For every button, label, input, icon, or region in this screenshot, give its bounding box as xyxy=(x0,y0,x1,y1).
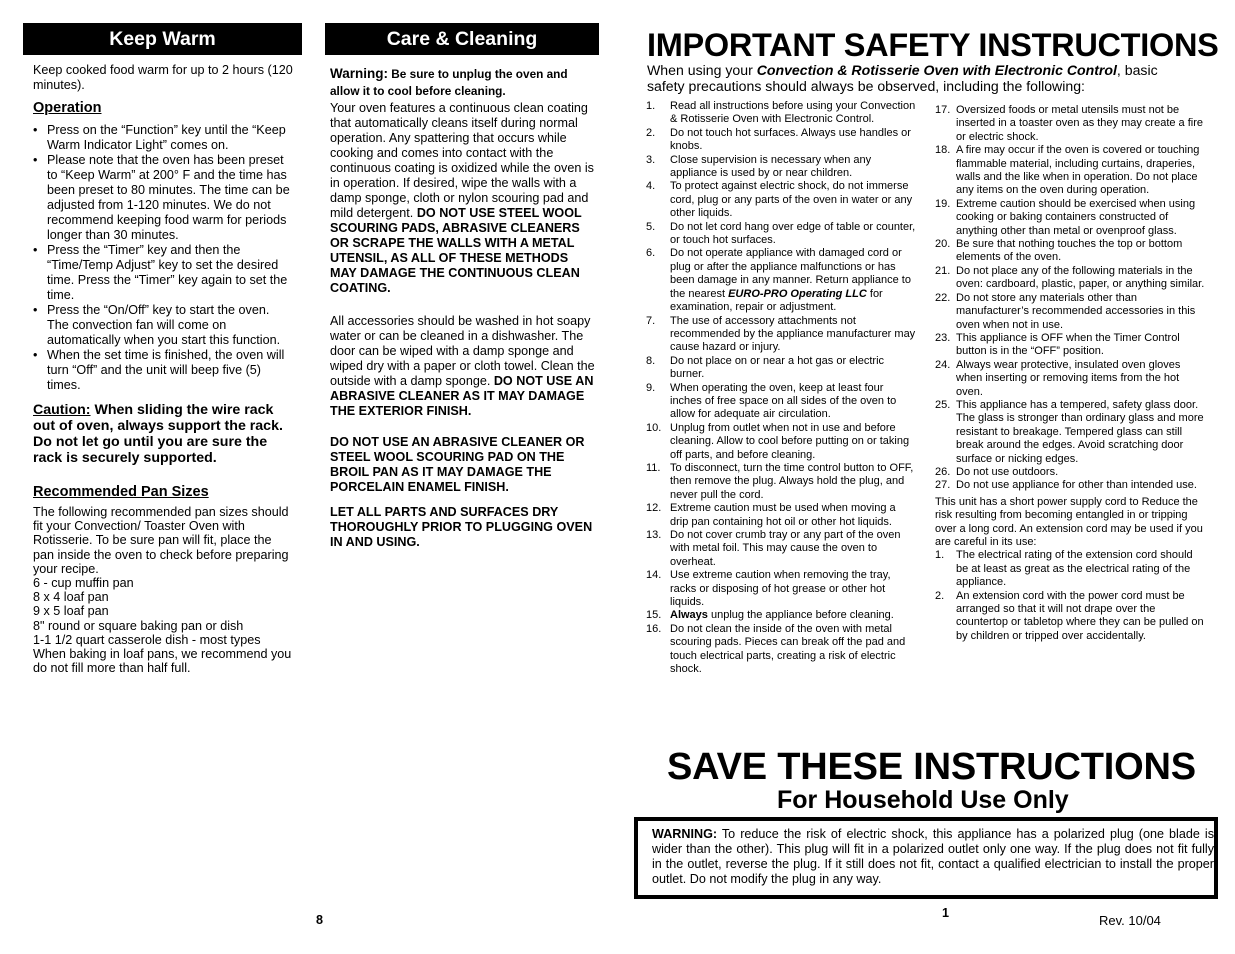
instruction-text: To protect against electric shock, do not immerse cord, plug or any parts of the oven in water or any other liquids. xyxy=(670,180,913,220)
instruction-text: Close supervision is necessary when any appliance is used by or near children. xyxy=(670,153,872,180)
instruction-text: unplug the appliance before cleaning. xyxy=(707,609,894,622)
instruction-number: 20. xyxy=(935,238,951,251)
care-para-2: All accessories should be washed in hot soapy water or can be cleaned in a dishwasher. The door can be wiped with a damp sponge and wiped dry with a paper or cloth towel. Clean the outside with a damp sponge. DO NOT USE AN ABRASIVE CLEANER AS IT MAY DAMAGE THE EXTERIOR FINISH. xyxy=(330,314,595,418)
pan-size-item: 9 x 5 loaf pan xyxy=(33,604,109,619)
instructions-list-right xyxy=(935,104,1206,493)
operation-list xyxy=(33,123,291,393)
instruction-item xyxy=(646,180,916,220)
instruction-item xyxy=(646,100,916,127)
instruction-item xyxy=(935,359,1206,399)
instruction-text: Extreme caution should be exercised when using cooking or baking containers constructed of anything other than metal or ovenproof glass. xyxy=(956,197,1196,237)
instruction-number: 26. xyxy=(935,465,951,478)
care-para-1: Your oven features a continuous clean coating that automatically cleans itself during normal operation. Any spattering that occurs while cooking and comes into contact with the continuous coating is oxidized while the oven is in operation. If desired, wipe the walls with a damp sponge, cloth or nylon scouring pad and mild detergent. DO NOT USE STEEL WOOL SCOURING PADS, ABRASIVE CLEANERS OR SCRAPE THE WALLS WITH A METAL UTENSIL, AS ALL OF THESE METHODS MAY DAMAGE THE CONTINUOUS CLEAN COATING. xyxy=(330,101,594,295)
pan-sizes-intro: The following recommended pan sizes should fit your Convection/ Toaster Oven with Rotisserie. To be sure pan will fit, place the pan inside the oven to check before preparing your recipe. xyxy=(33,505,289,576)
instruction-text: Do not clean the inside of the oven with metal scouring pads. Pieces can break off the pad and touch electrical parts, creating a risk of electric shock. xyxy=(670,622,906,676)
instruction-text: This appliance has a tempered, safety glass door. The glass is stronger than ordinary glass and more resistant to breakage. Tempered glass can still break around the edges. Avoid scratching door surface or nicking edges. xyxy=(956,398,1204,465)
instruction-item xyxy=(646,315,916,355)
instruction-number: 5. xyxy=(646,220,656,233)
instruction-number: 7. xyxy=(646,314,656,327)
instruction-text: Do not store any materials other than manufacturer’s recommended accessories in this oven when not in use. xyxy=(956,291,1196,331)
instruction-item xyxy=(646,355,916,382)
instructions-right-column xyxy=(935,104,1206,643)
instruction-number: 21. xyxy=(935,264,951,277)
instructions-list-left xyxy=(646,100,916,676)
instruction-text: Do not place any of the following materials in the oven: cardboard, plastic, paper, or anything similar. xyxy=(956,264,1205,291)
pan-size-item: 6 - cup muffin pan xyxy=(33,576,134,591)
operation-heading: Operation xyxy=(33,100,102,116)
pan-note: When baking in loaf pans, we recommend you do not fill more than half full. xyxy=(33,647,292,676)
pan-size-list xyxy=(33,576,302,647)
instruction-number: 1. xyxy=(935,549,945,562)
safety-intro: When using your Convection & Rotisserie Oven with Electronic Control, basic safety precautions should always be observed, including the following: xyxy=(647,62,1158,94)
instruction-number: 17. xyxy=(935,104,951,116)
instruction-item xyxy=(646,154,916,181)
warning-text: WARNING: To reduce the risk of electric shock, this appliance has a polarized plug (one blade is wider than the other). This plug will fit in a polarized outlet only one way. If the plug does not fit fully in the outlet, reverse the plug. If it still does not fit, contact a qualified electrician to install the proper outlet. Do not modify the plug in any way. xyxy=(652,827,1214,886)
instruction-text: Do not place on or near a hot gas or electric burner. xyxy=(670,354,885,381)
instruction-item xyxy=(646,127,916,154)
pan-size-item: 8 x 4 loaf pan xyxy=(33,590,109,605)
revision-label: Rev. 10/04 xyxy=(1099,913,1161,928)
instruction-text: Do not use appliance for other than intended use. xyxy=(956,479,1197,492)
instruction-item xyxy=(935,590,1206,644)
company-name: EURO-PRO Operating LLC xyxy=(728,287,867,300)
instruction-text: Do not cover crumb tray or any part of the oven with metal foil. This may cause the oven to overheat. xyxy=(670,529,901,568)
instruction-text: A fire may occur if the oven is covered or touching flammable material, including curtains, draperies, walls and the like when in operation. Do not place any items on the oven during operation. xyxy=(956,144,1200,197)
instruction-item xyxy=(935,292,1206,332)
safety-title: IMPORTANT SAFETY INSTRUCTIONS xyxy=(647,27,1219,63)
instruction-number: 10. xyxy=(646,421,662,434)
household-use-subtitle: For Household Use Only xyxy=(777,786,1069,814)
instruction-item xyxy=(935,399,1206,466)
instruction-text: Oversized foods or metal utensils must not be inserted in a toaster oven as they may create a fire or electric shock. xyxy=(956,104,1204,143)
keep-warm-column xyxy=(23,23,302,675)
instruction-text: Unplug from outlet when not in use and before cleaning. Allow to cool before putting on or taking off parts, and before cleaning. xyxy=(670,421,910,461)
instruction-text: An extension cord with the power cord must be arranged so that it will not drape over the countertop or tabletop where they can be pulled on by children or tripped over accidentally. xyxy=(956,589,1204,642)
instruction-number: 11. xyxy=(646,461,661,474)
instruction-text: Do not operate appliance with damaged cord or plug or after the appliance malfunctions or has been damage in any manner. Return appliance to the nearest xyxy=(670,247,911,300)
instruction-number: 24. xyxy=(935,358,951,371)
instruction-number: 4. xyxy=(646,180,656,193)
instruction-number: 25. xyxy=(935,398,951,411)
instruction-text: Do not use outdoors. xyxy=(956,465,1059,478)
instruction-number: 1. xyxy=(646,100,656,112)
instruction-text: Always wear protective, insulated oven gloves when inserting or removing items from the hot oven. xyxy=(956,358,1181,398)
instruction-item xyxy=(646,502,916,529)
instruction-item xyxy=(935,479,1206,492)
instruction-item xyxy=(935,466,1206,479)
instruction-item xyxy=(935,332,1206,359)
instruction-number: 19. xyxy=(935,197,951,210)
instruction-item xyxy=(646,221,916,248)
instruction-number: 13. xyxy=(646,529,662,541)
instruction-item xyxy=(646,462,916,502)
care-cleaning-header: Care & Cleaning xyxy=(325,23,599,55)
pan-sizes-heading: Recommended Pan Sizes xyxy=(33,484,209,500)
instruction-text-cont: for examination, repair or adjustment. xyxy=(670,287,883,314)
instruction-item xyxy=(646,623,916,677)
instruction-number: 8. xyxy=(646,354,656,367)
instruction-item xyxy=(935,549,1206,589)
instruction-text: Be sure that nothing touches the top or bottom elements of the oven. xyxy=(956,238,1183,264)
cord-note: This unit has a short power supply cord to Reduce the risk resulting from becoming entangled in or tripping over a long cord. An extension cord may be used if you are careful in its use: xyxy=(935,495,1203,548)
instruction-emphasis: Always xyxy=(670,609,708,622)
instruction-number: 2. xyxy=(646,126,656,139)
instruction-item xyxy=(935,198,1206,238)
pan-size-item: 1-1 1/2 quart casserole dish - most types xyxy=(33,632,261,647)
instruction-number: 23. xyxy=(935,331,951,344)
instruction-item xyxy=(935,238,1206,265)
instruction-item xyxy=(935,144,1206,198)
operation-step: • When the set time is finished, the oven will turn “Off” and the unit will beep five (5) times. xyxy=(33,348,291,393)
instruction-item xyxy=(646,247,916,314)
care-para-4: LET ALL PARTS AND SURFACES DRY THOROUGHLY PRIOR TO PLUGGING OVEN IN AND USING. xyxy=(330,505,593,549)
save-instructions-title: SAVE THESE INSTRUCTIONS xyxy=(667,746,1196,788)
operation-step: • Please note that the oven has been preset to “Keep Warm” at 200° F and the time has been preset to 80 minutes. The time can be adjusted from 1-120 minutes. We do not recommend keeping food warm for periods longer than 30 minutes. xyxy=(33,153,291,243)
instruction-text: Do not touch hot surfaces. Always use handles or knobs. xyxy=(670,126,911,153)
instruction-text: To disconnect, turn the time control button to OFF, then remove the plug. Always hold the plug, and never pull the cord. xyxy=(670,461,914,501)
operation-step: • Press the “On/Off” key to start the oven. The convection fan will come on automatically when you start this function. xyxy=(33,303,291,348)
instruction-text: The electrical rating of the extension cord should be at least as great as the electrical rating of the appliance. xyxy=(956,549,1193,589)
instruction-number: 2. xyxy=(935,589,945,602)
keep-warm-header: Keep Warm xyxy=(23,23,302,55)
care-para-3: DO NOT USE AN ABRASIVE CLEANER OR STEEL WOOL SCOURING PAD ON THE BROIL PAN AS IT MAY DAMAGE THE PORCELAIN ENAMEL FINISH. xyxy=(330,435,585,494)
instruction-text: When operating the oven, keep at least four inches of free space on all sides of the oven to allow for adequate air circulation. xyxy=(670,381,897,421)
instruction-number: 22. xyxy=(935,291,951,304)
instruction-text: Extreme caution must be used when moving a drip pan containing hot oil or other hot liquids. xyxy=(670,502,896,528)
instruction-text: The use of accessory attachments not recommended by the appliance manufacturer may cause hazard or injury. xyxy=(670,314,916,354)
instruction-item xyxy=(646,609,916,622)
instruction-number: 15. xyxy=(646,609,662,622)
instruction-item xyxy=(935,265,1206,292)
operation-step: • Press on the “Function” key until the “Keep Warm Indicator Light” comes on. xyxy=(33,123,291,153)
instruction-item xyxy=(935,104,1206,144)
polarized-plug-warning xyxy=(634,817,1218,899)
page-number-left: 8 xyxy=(316,913,324,927)
instruction-number: 14. xyxy=(646,569,662,582)
instruction-number: 16. xyxy=(646,622,662,635)
instruction-text: Read all instructions before using your Convection & Rotisserie Oven with Electronic Control. xyxy=(670,100,916,126)
caution-note: Caution: When sliding the wire rack out of oven, always support the rack. Do not let go until you are sure the rack is securely supported. xyxy=(33,402,283,466)
pan-size-item: 8" round or square baking pan or dish xyxy=(33,618,244,633)
page-number-right: 1 xyxy=(942,906,950,920)
instruction-text: This appliance is OFF when the Timer Control button is in the “OFF” position. xyxy=(956,331,1180,358)
instruction-number: 12. xyxy=(646,502,662,515)
instruction-item xyxy=(646,422,916,462)
cord-list xyxy=(935,549,1206,643)
instruction-number: 3. xyxy=(646,153,656,166)
instruction-number: 9. xyxy=(646,381,656,394)
instruction-text: Do not let cord hang over edge of table or counter, or touch hot surfaces. xyxy=(670,220,916,247)
care-warning: Warning: Be sure to unplug the oven and allow it to cool before cleaning. xyxy=(330,66,568,98)
operation-step: • Press the “Timer” key and then the “Time/Temp Adjust” key to set the desired time. Press the “Timer” key again to set the time. xyxy=(33,243,291,303)
instruction-text: Use extreme caution when removing the tray, racks or disposing of hot grease or other hot liquids. xyxy=(670,569,891,609)
instruction-item xyxy=(646,569,916,609)
instruction-number: 18. xyxy=(935,144,951,157)
instruction-item xyxy=(646,529,916,569)
instruction-item xyxy=(646,382,916,422)
instruction-number: 27. xyxy=(935,479,951,492)
keep-warm-intro: Keep cooked food warm for up to 2 hours (120 minutes). xyxy=(33,63,293,92)
instruction-number: 6. xyxy=(646,247,656,260)
care-cleaning-column xyxy=(325,23,599,550)
